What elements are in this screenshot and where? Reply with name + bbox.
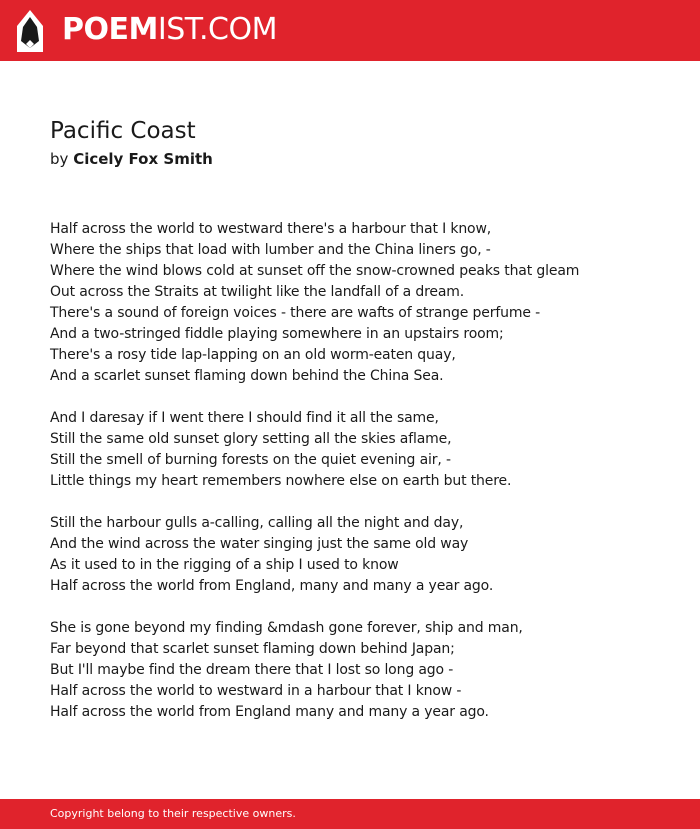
by-label: by: [50, 150, 69, 168]
pencil-tip-icon[interactable]: [17, 10, 43, 52]
poem-line: Little things my heart remembers nowhere else on earth but there.: [50, 473, 512, 489]
poem-byline: [50, 149, 213, 169]
copyright-text: Copyright belong to their respective owners.: [50, 807, 296, 820]
poem-line: But I'll maybe find the dream there that I lost so long ago -: [50, 662, 454, 678]
brand-bold: POEM: [62, 12, 158, 47]
brand-light: IST.COM: [157, 12, 277, 47]
poem-line: Where the wind blows cold at sunset off the snow-crowned peaks that gleam: [50, 263, 580, 279]
poem-line: Half across the world to westward there's a harbour that I know,: [50, 221, 492, 237]
poem-line: Half across the world to westward in a harbour that I know -: [50, 683, 462, 699]
poem-line: And a two-stringed fiddle playing somewhere in an upstairs room;: [50, 326, 504, 342]
site-logo-text[interactable]: [62, 12, 277, 48]
poem-line: Out across the Straits at twilight like the landfall of a dream.: [50, 284, 465, 300]
poem-line: Still the harbour gulls a-calling, calling all the night and day,: [50, 515, 464, 531]
poem-line: There's a rosy tide lap-lapping on an old worm-eaten quay,: [50, 347, 456, 363]
poem-line: Half across the world from England, many and many a year ago.: [50, 578, 494, 594]
poem-title: Pacific Coast: [50, 118, 196, 144]
poem-line: And I daresay if I went there I should find it all the same,: [50, 410, 439, 426]
header-bar: [0, 0, 700, 61]
poem-line: And the wind across the water singing just the same old way: [50, 536, 469, 552]
poem-line: Where the ships that load with lumber and the China liners go, -: [50, 242, 491, 258]
poem-line: Still the same old sunset glory setting all the skies aflame,: [50, 431, 452, 447]
poem-line: As it used to in the rigging of a ship I used to know: [50, 557, 399, 573]
poem-line: Far beyond that scarlet sunset flaming down behind Japan;: [50, 641, 455, 657]
footer-bar: [0, 799, 700, 829]
author-name: Cicely Fox Smith: [73, 150, 213, 168]
stanza: [50, 618, 680, 723]
poem-line: Still the smell of burning forests on the quiet evening air, -: [50, 452, 451, 468]
stanza: [50, 513, 680, 597]
poem-line: She is gone beyond my finding &mdash gone forever, ship and man,: [50, 620, 523, 636]
stanza: [50, 408, 680, 492]
stanza: [50, 219, 680, 387]
poem-body: [50, 219, 680, 744]
poem-line: Half across the world from England many and many a year ago.: [50, 704, 489, 720]
poem-line: And a scarlet sunset flaming down behind the China Sea.: [50, 368, 444, 384]
poem-line: There's a sound of foreign voices - there are wafts of strange perfume -: [50, 305, 540, 321]
